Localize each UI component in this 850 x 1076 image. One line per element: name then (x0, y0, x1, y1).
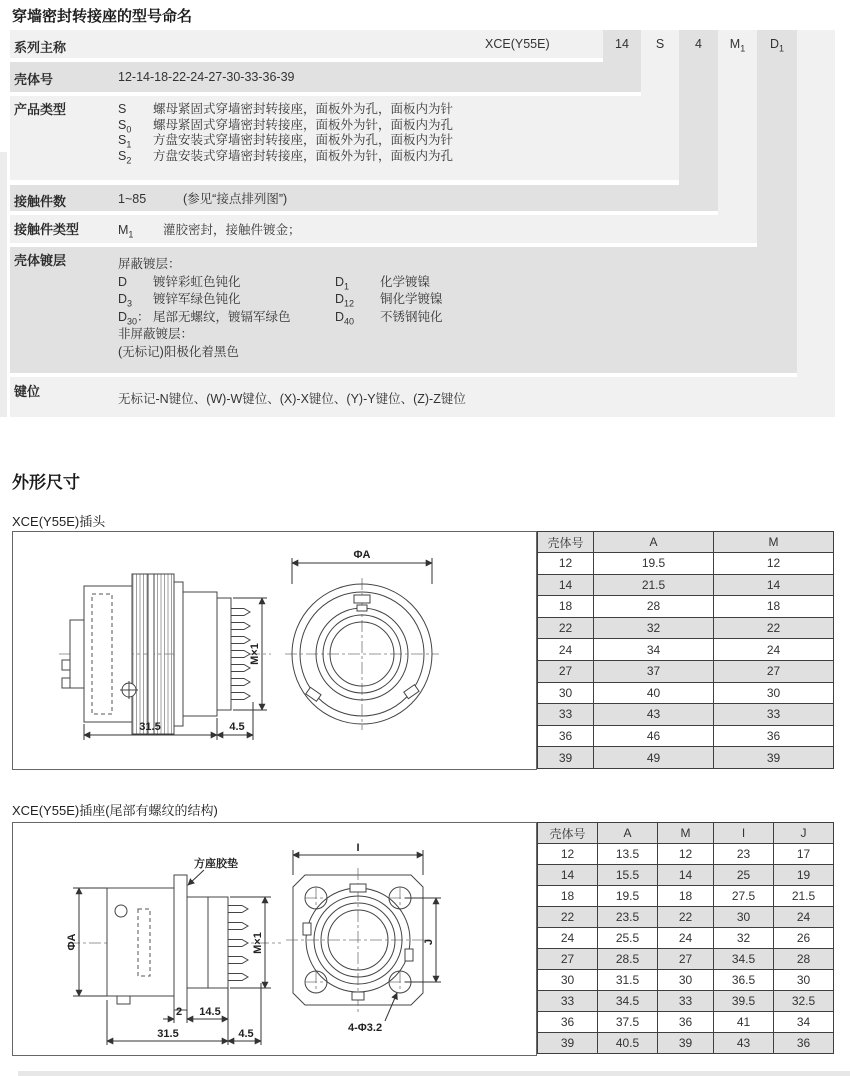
contact-count-row (10, 185, 718, 211)
code-contact-type: $M_1$ (729, 37, 746, 54)
plating-item: $D_3$ 镀锌军绿色钝化 $D_{12}$ 铜化学镀镍 (118, 292, 443, 309)
table-cell: 12 (714, 553, 834, 575)
table-cell: 30 (538, 970, 598, 991)
table-cell: 19 (774, 865, 834, 886)
table-cell: 36 (538, 725, 594, 747)
table-row (538, 886, 834, 907)
socket-dim-145: 14.5 (199, 1006, 221, 1018)
socket-phi-a-label: ΦA (66, 933, 78, 951)
table-cell: 40.5 (598, 1033, 658, 1054)
socket-pins (228, 906, 248, 981)
table-cell: 34 (774, 1012, 834, 1033)
model-designation-diagram (0, 0, 850, 430)
table-cell: 39.5 (714, 991, 774, 1012)
code-plating: $D_1$ (769, 37, 785, 54)
table-cell: 12 (658, 844, 714, 865)
table-cell: 30 (658, 970, 714, 991)
table-cell: 39 (538, 1033, 598, 1054)
table-cell: 27 (538, 660, 594, 682)
band-key-code (797, 30, 835, 417)
table-cell: 30 (774, 970, 834, 991)
table-cell: 27 (658, 949, 714, 970)
plug-dimension-table (537, 531, 834, 769)
table-cell: 18 (538, 596, 594, 618)
table-cell: 24 (538, 928, 598, 949)
table-cell: 15.5 (598, 865, 658, 886)
table-cell: 27 (714, 660, 834, 682)
code-contact-count: 4 (695, 37, 702, 51)
socket-dim-i: I (356, 842, 360, 854)
table-row (538, 949, 834, 970)
socket-dim-45: 4.5 (238, 1028, 254, 1040)
series-row (10, 30, 603, 58)
table-cell: 27 (538, 949, 598, 970)
plug-front-view (285, 549, 439, 730)
plug-technical-drawing (13, 532, 536, 767)
table-cell: 18 (658, 886, 714, 907)
table-cell: 19.5 (598, 886, 658, 907)
table-cell: 36 (774, 1033, 834, 1054)
product-type-row (10, 96, 679, 180)
plug-caption: XCE(Y55E)插头 (12, 514, 106, 529)
table-cell: 39 (658, 1033, 714, 1054)
table-row (538, 1033, 834, 1054)
bottom-edge-strip (18, 1071, 850, 1076)
table-cell: 13.5 (598, 844, 658, 865)
plating-unshield-value: (无标记)阳极化着黑色 (118, 344, 239, 359)
socket-thread-label: M×1 (252, 932, 264, 954)
table-cell: 30 (538, 682, 594, 704)
table-cell: 14 (538, 574, 594, 596)
contact-type-code: $M_1$ (118, 223, 134, 240)
table-cell: 12 (538, 553, 594, 575)
product-type-item: S 螺母紧固式穿墙密封转接座，面板外为孔，面板内为针 (118, 102, 454, 116)
contact-count-note: (参见“接点排列图”) (183, 192, 288, 206)
socket-side-view (66, 856, 281, 1045)
table-cell: 37 (594, 660, 714, 682)
plug-thread-label: M×1 (249, 643, 261, 665)
page-title: 穿墙密封转接座的型号命名 (12, 8, 193, 25)
table-row (538, 725, 834, 747)
table-cell: 33 (658, 991, 714, 1012)
table-cell: 22 (538, 907, 598, 928)
table-cell: 28 (594, 596, 714, 618)
table-cell: 37.5 (598, 1012, 658, 1033)
table-cell: 31.5 (598, 970, 658, 991)
shell-row (10, 62, 641, 92)
table-cell: 21.5 (594, 574, 714, 596)
column-header: 壳体号 (538, 823, 598, 844)
table-cell: 24 (658, 928, 714, 949)
table-cell: 34.5 (714, 949, 774, 970)
table-cell: 28.5 (598, 949, 658, 970)
shell-value: 12-14-18-22-24-27-30-33-36-39 (118, 70, 295, 84)
contact-type-label: 接触件类型 (14, 222, 80, 237)
table-header-row (538, 532, 834, 553)
table-row (538, 865, 834, 886)
socket-dim-315: 31.5 (157, 1028, 179, 1040)
key-value: 无标记-N键位、(W)-W键位、(X)-X键位、(Y)-Y键位、(Z)-Z键位 (118, 392, 466, 406)
table-row (538, 660, 834, 682)
product-type-item: $S_2$ 方盘安装式穿墙密封转接座，面板外为针，面板内为孔 (118, 148, 454, 165)
table-cell: 22 (538, 617, 594, 639)
table-cell: 26 (774, 928, 834, 949)
table-cell: 46 (594, 725, 714, 747)
table-row (538, 928, 834, 949)
socket-dimension-table (537, 822, 834, 1054)
socket-figure (12, 822, 537, 1056)
table-cell: 24 (714, 639, 834, 661)
table-cell: 36 (538, 1012, 598, 1033)
socket-technical-drawing (13, 823, 536, 1053)
plating-shield-heading: 屏蔽镀层： (118, 257, 181, 271)
socket-dim-2: 2 (175, 1006, 183, 1018)
table-row (538, 907, 834, 928)
table-cell: 24 (538, 639, 594, 661)
key-row (10, 377, 835, 417)
table-cell: 43 (714, 1033, 774, 1054)
table-cell: 23.5 (598, 907, 658, 928)
table-cell: 49 (594, 747, 714, 769)
table-cell: 17 (774, 844, 834, 865)
table-row (538, 970, 834, 991)
plating-label: 壳体镀层 (14, 253, 67, 268)
socket-holes-label: 4-Φ3.2 (348, 1022, 383, 1034)
table-cell: 33 (538, 704, 594, 726)
plug-phi-a-label: ΦA (353, 549, 371, 561)
band-contact-type-code (718, 30, 757, 243)
plug-dim-45: 4.5 (229, 721, 245, 733)
plating-item: D 镀锌彩虹色钝化 $D_1$ 化学镀镍 (118, 274, 431, 291)
table-cell: 14 (538, 865, 598, 886)
table-cell: 25.5 (598, 928, 658, 949)
table-row (538, 991, 834, 1012)
column-header: J (774, 823, 834, 844)
table-cell: 27.5 (714, 886, 774, 907)
section-title: 外形尺寸 (12, 473, 80, 492)
table-row (538, 553, 834, 575)
series-value: XCE(Y55E) (485, 37, 550, 51)
plating-item: $D_{30}$： 尾部无螺纹，镀镉军绿色 $D_{40}$ 不锈钢钝化 (118, 309, 443, 326)
code-shell-size: 14 (615, 37, 629, 51)
table-row (538, 747, 834, 769)
plating-unshield-heading: 非屏蔽镀层： (118, 327, 194, 341)
socket-dim-j: J (423, 938, 435, 946)
table-cell: 36 (714, 725, 834, 747)
table-cell: 12 (538, 844, 598, 865)
table-cell: 30 (714, 907, 774, 928)
table-cell: 24 (774, 907, 834, 928)
contact-type-desc: 灌胶密封，接触件镀金； (163, 223, 301, 237)
table-cell: 14 (714, 574, 834, 596)
table-cell: 33 (538, 991, 598, 1012)
table-cell: 36.5 (714, 970, 774, 991)
key-label: 键位 (14, 384, 41, 399)
table-row (538, 704, 834, 726)
table-row (538, 617, 834, 639)
table-cell: 30 (714, 682, 834, 704)
product-type-item: $S_1$ 方盘安装式穿墙密封转接座，面板外为孔，面板内为针 (118, 133, 454, 150)
table-cell: 22 (714, 617, 834, 639)
table-row (538, 596, 834, 618)
table-row (538, 574, 834, 596)
table-cell: 14 (658, 865, 714, 886)
plating-row (10, 247, 797, 373)
table-cell: 22 (658, 907, 714, 928)
product-type-item: $S_0$ 螺母紧固式穿墙密封转接座，面板外为针，面板内为孔 (118, 117, 454, 134)
table-cell: 19.5 (594, 553, 714, 575)
table-row (538, 844, 834, 865)
plug-pins (231, 609, 250, 700)
socket-gasket-label: 方座胶垫 (194, 858, 238, 870)
table-cell: 32 (594, 617, 714, 639)
table-cell: 34.5 (598, 991, 658, 1012)
code-product-type: S (655, 37, 665, 51)
table-cell: 21.5 (774, 886, 834, 907)
table-cell: 39 (538, 747, 594, 769)
table-cell: 43 (594, 704, 714, 726)
table-cell: 32 (714, 928, 774, 949)
table-row (538, 682, 834, 704)
socket-front-view (286, 842, 441, 1034)
series-label: 系列主称 (14, 40, 67, 55)
product-type-label: 产品类型 (14, 102, 67, 117)
table-cell: 34 (594, 639, 714, 661)
column-header: I (714, 823, 774, 844)
contact-count-label: 接触件数 (14, 194, 67, 209)
socket-caption: XCE(Y55E)插座(尾部有螺纹的结构) (12, 803, 218, 818)
contact-type-row (10, 215, 757, 243)
column-header: A (598, 823, 658, 844)
table-row (538, 1012, 834, 1033)
table-cell: 32.5 (774, 991, 834, 1012)
table-cell: 33 (714, 704, 834, 726)
table-cell: 18 (538, 886, 598, 907)
plug-side-view (59, 574, 271, 740)
shell-label: 壳体号 (14, 72, 54, 87)
table-header-row (538, 823, 834, 844)
table-row (538, 639, 834, 661)
table-cell: 25 (714, 865, 774, 886)
contact-count-value: 1~85 (118, 192, 147, 206)
table-cell: 36 (658, 1012, 714, 1033)
table-cell: 18 (714, 596, 834, 618)
plug-dim-315: 31.5 (139, 721, 161, 733)
table-cell: 41 (714, 1012, 774, 1033)
column-header: 壳体号 (538, 532, 594, 553)
table-cell: 23 (714, 844, 774, 865)
column-header: M (658, 823, 714, 844)
column-header: A (594, 532, 714, 553)
table-cell: 40 (594, 682, 714, 704)
column-header: M (714, 532, 834, 553)
plug-figure (12, 531, 537, 770)
table-cell: 39 (714, 747, 834, 769)
table-cell: 28 (774, 949, 834, 970)
